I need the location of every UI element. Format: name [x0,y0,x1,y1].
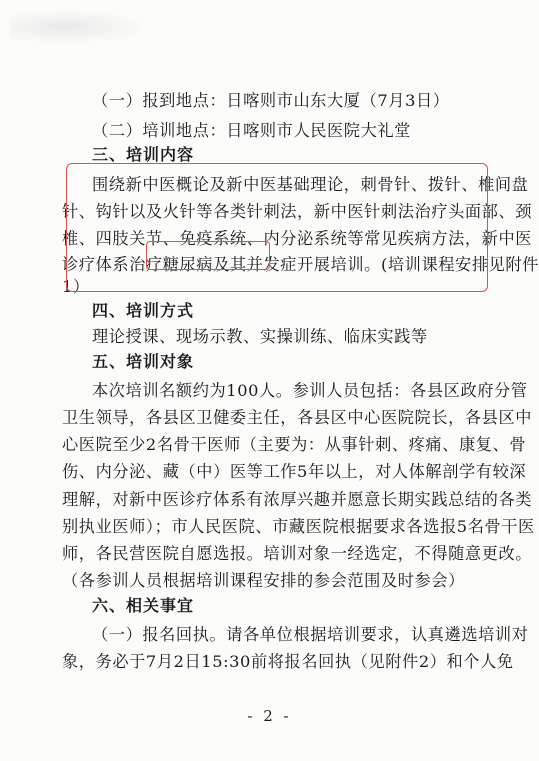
section-4-heading: 四、培训方式 [92,301,195,320]
section-6-heading: 六、相关事宜 [92,596,195,615]
matters-line-2: 象，务必于7月2日15:30前将报名回执（见附件2）和个人免 [62,652,514,671]
target-line-8: （各参训人员根据培训课程安排的参会范围及时参会） [62,571,465,590]
report-location-line: （一）报到地点：日喀则市山东大厦（7月3日） [92,91,450,110]
content-line-3: 椎、四肢关节、免疫系统、内分泌系统等常见疾病方法，新中医 [62,229,533,248]
target-line-3: 心医院至少2名骨干医师（主要为：从事针刺、疼痛、康复、骨 [62,435,527,454]
content-line-2: 针、钩针以及火针等各类针刺法，新中医针刺法治疗头面部、颈 [62,202,533,221]
target-line-6: 别执业医师）；市人民医院、市藏医院根据要求各选报5名骨干医 [62,517,535,536]
content-line-5: 1） [62,277,90,296]
red-annotation-box [66,163,488,292]
highlight-box-diabetes [146,241,270,270]
target-line-1: 本次培训名额约为100人。参训人员包括：各县区政府分管 [92,381,528,400]
target-line-2: 卫生领导，各县区卫健委主任，各县区中心医院院长，各县区中 [62,408,533,427]
target-line-7: 师，各民营医院自愿选报。培训对象一经选定，不得随意更改。 [62,544,533,563]
matters-line-1: （一）报名回执。请各单位根据培训要求，认真遴选培训对 [92,625,529,644]
page-number: - 2 - [247,707,292,725]
training-location-line: （二）培训地点：日喀则市人民医院大礼堂 [92,121,411,140]
training-method-line: 理论授课、现场示教、实操训练、临床实践等 [92,327,428,346]
section-3-heading: 三、培训内容 [92,145,195,164]
content-line-4: 诊疗体系治疗糖尿病及其并发症开展培训。(培训课程安排见附件 [62,255,539,274]
section-5-heading: 五、培训对象 [92,352,195,371]
target-line-4: 伤、内分泌、藏（中）医等工作5年以上，对人体解剖学有较深 [62,462,527,481]
target-line-5: 理解，对新中医诊疗体系有浓厚兴趣并愿意长期实践总结的各类 [62,490,533,509]
header-smudge [10,10,150,44]
content-line-1: 围绕新中医概论及新中医基础理论，刺骨针、拨针、椎间盘 [92,175,529,194]
